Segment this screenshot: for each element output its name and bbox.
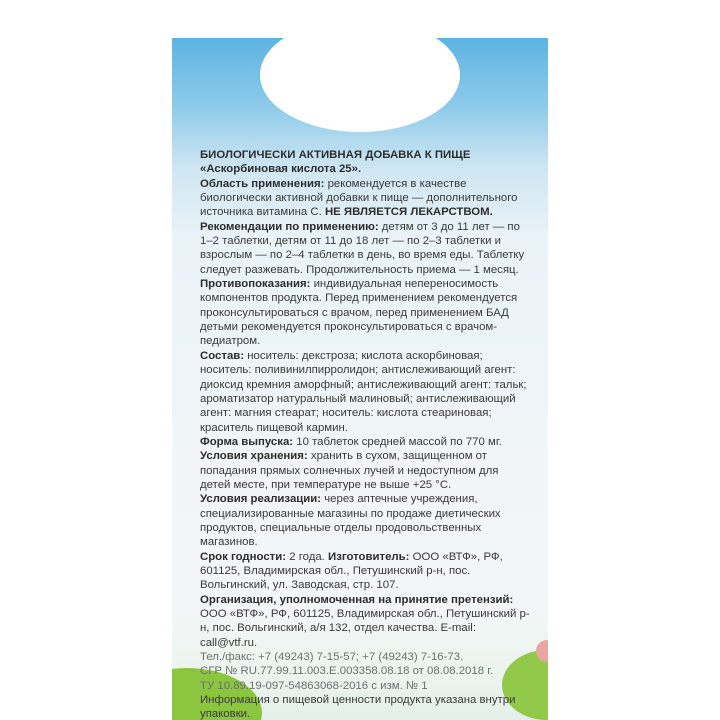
application-section	[200, 177, 532, 220]
contraindications-label: Противопоказания:	[200, 278, 311, 291]
label-text-block	[200, 148, 532, 720]
sales-section	[200, 492, 532, 549]
form-label: Форма выпуска:	[200, 435, 294, 448]
sales-label: Условия реализации:	[200, 493, 322, 506]
shelf-life-manufacturer-section	[200, 550, 532, 593]
contraindications-section	[200, 277, 532, 349]
nutrition-note: Информация о пищевой ценности продукта указана внутри упаковки.	[200, 694, 516, 720]
certificate-line: СГР № RU.77.99.11.003.Е.003358.08.18 от 08.08.2018 г.	[200, 665, 494, 678]
recommendations-label: Рекомендации по применению:	[200, 220, 379, 233]
product-package	[172, 38, 548, 720]
manufacturer-text: ООО «ВТФ», РФ, 601125, Владимирская обл., Петушинский р-н, пос. Вольгинский, ул. Заводская, стр. 107.	[200, 550, 503, 592]
shelf-life-label: Срок годности:	[200, 550, 287, 563]
hang-hole	[260, 38, 460, 132]
title-line-2: «Аскорбиновая кислота 25».	[200, 163, 362, 176]
tu-line: ТУ 10.89.19-097-54863068-2016 с изм. № 1	[200, 679, 428, 692]
recommendations-text: детям от 3 до 11 лет — по 1–2 таблетки, детям от 11 до 18 лет — по 2–3 таблетки и взрослым — по 2–4 таблетки в день, во время еды. Таблетку следует разжевать. Продолжительность приема — 1 месяц.	[200, 220, 525, 276]
form-text: 10 таблеток средней массой по 770 мг.	[293, 435, 502, 448]
shelf-life-text: 2 года.	[286, 550, 329, 563]
title-line-1: БИОЛОГИЧЕСКИ АКТИВНАЯ ДОБАВКА К ПИЩЕ	[200, 149, 471, 161]
claims-section	[200, 593, 532, 650]
composition-text: носитель: декстроза; кислота аскорбиновая; носитель: поливинилпирролидон; антислеживающий агент: диоксид кремния аморфный; антислеживающий агент: тальк; ароматизатор натуральный малиновый; антислеживающий агент: магния стеарат; носитель: кислота стеариновая; краситель пищевой кармин.	[200, 349, 527, 434]
storage-section	[200, 449, 532, 492]
storage-label: Условия хранения:	[200, 450, 308, 463]
application-label: Область применения:	[200, 177, 325, 190]
product-title	[200, 148, 532, 177]
claims-label: Организация, уполномоченная на принятие претензий:	[200, 593, 514, 606]
composition-section	[200, 349, 532, 435]
application-text: рекомендуется в качестве биологически активной добавки к пище — дополнительного источника витамина С.	[200, 177, 518, 219]
composition-label: Состав:	[200, 349, 245, 362]
contraindications-text: индивидуальная непереносимость компонентов продукта. Перед применением рекомендуется проконсультироваться с врачом, перед применением БАД детьми рекомендуется проконсультироваться с врачом-педиатром.	[200, 278, 518, 348]
manufacturer-label: Изготовитель:	[328, 550, 410, 563]
sales-text: через аптечные учреждения, специализированные магазины по продаже диетических продуктов, специальные отделы продовольственных магазинов.	[200, 493, 501, 549]
claims-text: ООО «ВТФ», РФ, 601125, Владимирская обл., Петушинский р-н, пос. Вольгинский, а/я 132, отдел качества. E-mail: call@vtf.ru.	[200, 608, 530, 649]
form-section	[200, 435, 532, 449]
recommendations-section	[200, 220, 532, 277]
storage-text: хранить в сухом, защищенном от попадания прямых солнечных лучей и недоступном для детей месте, при температуре не выше +25 °С.	[200, 450, 499, 491]
phone-line: Тел./факс: +7 (49243) 7-15-57; +7 (49243) 7-16-73.	[200, 651, 464, 664]
not-medicine-warning: НЕ ЯВЛЯЕТСЯ ЛЕКАРСТВОМ.	[324, 206, 493, 219]
